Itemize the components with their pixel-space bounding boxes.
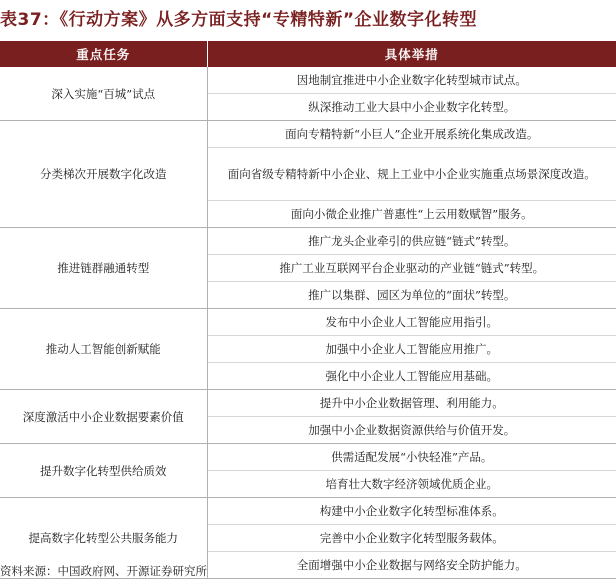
header-measures: 具体举措 (207, 41, 616, 67)
task-cell: 分类梯次开展数字化改造 (0, 121, 207, 228)
measure-cell: 供需适配发展“小快轻准”产品。 (207, 444, 616, 471)
table-row (0, 67, 616, 94)
table-row (0, 309, 616, 336)
task-cell: 提升数字化转型供给质效 (0, 444, 207, 498)
measure-cell: 面向专精特新“小巨人”企业开展系统化集成改造。 (207, 121, 616, 148)
measure-cell: 全面增强中小企业数据与网络安全防护能力。 (207, 552, 616, 579)
measure-cell: 面向小微企业推广普惠性“上云用数赋智”服务。 (207, 201, 616, 228)
table-title: 表37：《行动方案》从多方面支持“专精特新”企业数字化转型 (0, 10, 478, 30)
task-cell: 深入实施“百城”试点 (0, 67, 207, 121)
measure-cell: 面向省级专精特新中小企业、规上工业中小企业实施重点场景深度改造。 (207, 148, 616, 201)
task-cell: 深度激活中小企业数据要素价值 (0, 390, 207, 444)
measure-cell: 提升中小企业数据管理、利用能力。 (207, 390, 616, 417)
measure-cell: 完善中小企业数字化转型服务载体。 (207, 525, 616, 552)
measure-cell: 推广龙头企业牵引的供应链“链式”转型。 (207, 228, 616, 255)
measure-cell: 因地制宜推进中小企业数字化转型城市试点。 (207, 67, 616, 94)
table-row (0, 444, 616, 471)
table-row (0, 121, 616, 148)
table-row (0, 390, 616, 417)
header-key-tasks: 重点任务 (0, 41, 207, 67)
measure-cell: 发布中小企业人工智能应用指引。 (207, 309, 616, 336)
measure-cell: 加强中小企业人工智能应用推广。 (207, 336, 616, 363)
table-header-row (0, 41, 616, 67)
measure-cell: 推广工业互联网平台企业驱动的产业链“链式”转型。 (207, 255, 616, 282)
task-cell: 提高数字化转型公共服务能力 (0, 498, 207, 579)
measure-cell: 加强中小企业数据资源供给与价值开发。 (207, 417, 616, 444)
source-note: 资料来源：中国政府网、开源证券研究所 (0, 564, 207, 578)
table-row (0, 498, 616, 525)
measure-cell: 构建中小企业数字化转型标准体系。 (207, 498, 616, 525)
measure-cell: 推广以集群、园区为单位的“面状”转型。 (207, 282, 616, 309)
measure-cell: 培育壮大数字经济领域优质企业。 (207, 471, 616, 498)
measure-cell: 纵深推动工业大县中小企业数字化转型。 (207, 94, 616, 121)
task-cell: 推动人工智能创新赋能 (0, 309, 207, 390)
measure-cell: 强化中小企业人工智能应用基础。 (207, 363, 616, 390)
measures-table (0, 41, 616, 579)
table-row (0, 228, 616, 255)
task-cell: 推进链群融通转型 (0, 228, 207, 309)
